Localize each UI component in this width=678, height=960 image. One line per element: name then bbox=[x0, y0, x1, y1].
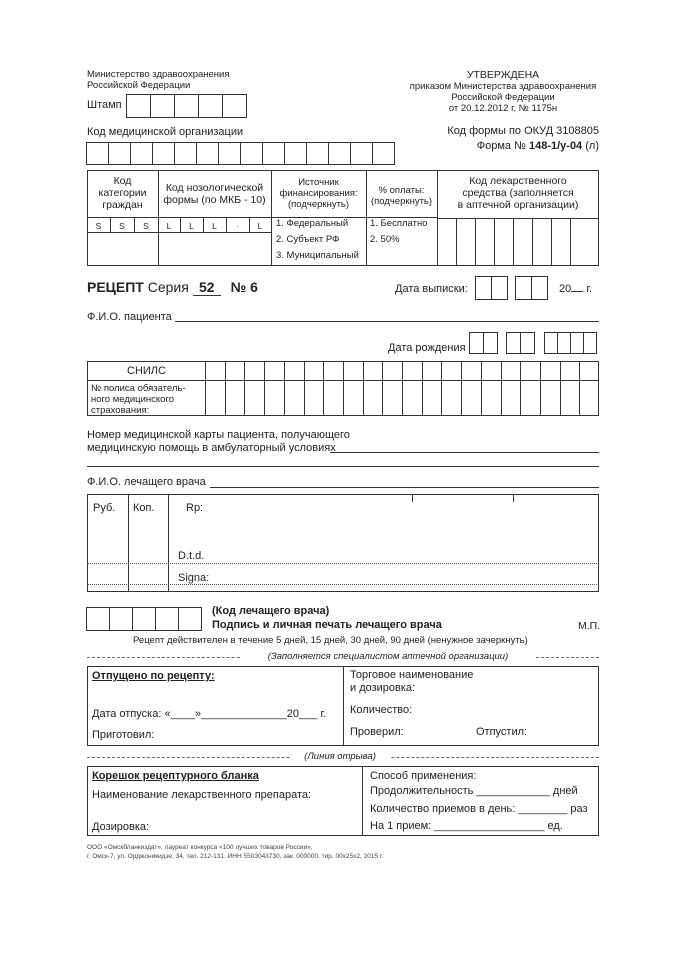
nosology-header: Код нозологической формы (по МКБ - 10) bbox=[163, 182, 266, 206]
med-card-field[interactable] bbox=[330, 452, 599, 453]
series-label: Серия bbox=[147, 279, 189, 295]
form-label: Форма № bbox=[476, 140, 526, 152]
approved-line-3: Российской Федерации bbox=[451, 92, 555, 103]
mkb-cell: · bbox=[236, 221, 239, 231]
dtd-label: D.t.d. bbox=[178, 550, 205, 562]
payment-free[interactable]: 1. Бесплатно bbox=[370, 218, 428, 229]
stub-drug-name-label: Наименование лекарственного препарата: bbox=[92, 789, 312, 801]
stub-method-label: Способ применения: bbox=[370, 770, 477, 782]
mkb-cell: L bbox=[166, 221, 172, 231]
snils-cell-divider bbox=[284, 361, 285, 416]
stamp-label: Штамп bbox=[87, 99, 122, 111]
snils-cell-divider bbox=[225, 361, 226, 416]
finance-source-header: Источник финансирования: (подчеркнуть) bbox=[279, 177, 358, 210]
dispensed-label: Отпущено по рецепту: bbox=[92, 670, 215, 682]
snils-cell-divider bbox=[304, 361, 305, 416]
snils-cell-divider bbox=[481, 361, 482, 416]
prescription-title bbox=[87, 279, 258, 296]
prepared-label: Приготовил: bbox=[92, 729, 155, 741]
snils-label: СНИЛС bbox=[127, 365, 166, 377]
birth-date-label: Дата рождения bbox=[388, 342, 466, 354]
snils-cell-divider bbox=[461, 361, 462, 416]
stub-per-dose-field[interactable]: На 1 прием: __________________ ед. bbox=[370, 820, 563, 832]
mkb-cell: L bbox=[212, 221, 217, 231]
form-number bbox=[400, 140, 599, 153]
snils-cell-divider bbox=[540, 361, 541, 416]
patient-name-label: Ф.И.О. пациента bbox=[87, 311, 172, 323]
category-cell: S bbox=[119, 221, 125, 231]
snils-cell-divider bbox=[264, 361, 265, 416]
series-value: 52 bbox=[193, 279, 221, 296]
year-suffix: г. bbox=[586, 283, 593, 295]
snils-cell-divider bbox=[343, 361, 344, 416]
rub-label: Руб. bbox=[93, 502, 116, 514]
issue-year bbox=[559, 283, 592, 296]
form-suffix: (л) bbox=[585, 140, 599, 152]
ministry-line-1: Министерство здравоохранения bbox=[87, 69, 230, 80]
approved-title: УТВЕРЖДЕНА bbox=[466, 69, 540, 81]
birth-month-cells[interactable] bbox=[507, 332, 535, 354]
snils-cell-divider bbox=[382, 361, 383, 416]
approved-line-4: от 20.12.2012 г. № 1175н bbox=[448, 103, 558, 114]
doctor-code-label: (Код лечащего врача) bbox=[212, 605, 330, 617]
category-cell: S bbox=[95, 221, 102, 231]
approval-block bbox=[393, 69, 613, 114]
stub-dosage-label: Дозировка: bbox=[92, 821, 150, 833]
stub-duration-field[interactable]: Продолжительность ____________ дней bbox=[370, 785, 578, 797]
issue-day-cells[interactable] bbox=[476, 276, 508, 300]
doctor-name-field[interactable] bbox=[210, 487, 599, 488]
pharmacy-divider: (Заполняется специалистом аптечной организации) bbox=[240, 651, 536, 662]
recipe-number: № 6 bbox=[230, 279, 258, 295]
payment-50[interactable]: 2. 50% bbox=[370, 234, 400, 245]
med-card-label: Номер медицинской карты пациента, получающего медицинскую помощь в амбулаторный условиях bbox=[87, 429, 350, 454]
printer-imprint bbox=[87, 843, 383, 861]
tear-line-label: (Линия отрыва) bbox=[290, 751, 390, 762]
patient-name-field[interactable] bbox=[175, 321, 599, 322]
rp-box bbox=[87, 494, 599, 592]
snils-cell-divider bbox=[402, 361, 403, 416]
policy-label: № полиса обязатель- ного медицинского страхования: bbox=[91, 383, 186, 416]
snils-cell-divider bbox=[441, 361, 442, 416]
recipe-label: РЕЦЕПТ bbox=[87, 279, 144, 295]
imprint-line-1: ООО «Омскбланкиздат», лауреат конкурса «100 лучших товаров России», bbox=[87, 844, 313, 851]
snils-cell-divider bbox=[560, 361, 561, 416]
snils-cell-divider bbox=[501, 361, 502, 416]
released-label: Отпустил: bbox=[476, 726, 528, 738]
issue-month-cells[interactable] bbox=[516, 276, 548, 300]
kop-label: Коп. bbox=[133, 502, 155, 514]
snils-cell-divider bbox=[363, 361, 364, 416]
signature-label: Подпись и личная печать лечащего врача bbox=[212, 619, 442, 631]
imprint-line-2: г. Омск-7, ул. Орджоникидзе, 34, тел. 212-131. ИНН 5503043730, зак. 000000, тир. 00х25х2, 2015 г. bbox=[87, 853, 384, 860]
stub-times-per-day-field[interactable]: Количество приемов в день: ________ раз bbox=[370, 803, 588, 815]
snils-cell-divider bbox=[520, 361, 521, 416]
stamp-place-label: М.П. bbox=[578, 620, 601, 632]
org-code-cells[interactable] bbox=[87, 142, 395, 165]
rp-label: Rp: bbox=[186, 502, 204, 514]
snils-cell-divider bbox=[323, 361, 324, 416]
checked-label: Проверил: bbox=[350, 726, 404, 738]
stamp-cells[interactable] bbox=[127, 94, 247, 118]
doctor-name-label: Ф.И.О. лечащего врача bbox=[87, 476, 206, 488]
payment-header: % оплаты: (подчеркнуть) bbox=[370, 185, 433, 207]
doctor-code-cells[interactable] bbox=[87, 607, 202, 631]
validity-note: Рецепт действителен в течение 5 дней, 15 дней, 30 дней, 90 дней (ненужное зачеркнуть) bbox=[133, 635, 528, 646]
snils-cell-divider bbox=[422, 361, 423, 416]
med-card-field-2[interactable] bbox=[87, 466, 599, 467]
year-prefix: 20 bbox=[559, 283, 572, 295]
snils-cell-divider bbox=[244, 361, 245, 416]
quantity-label: Количество: bbox=[350, 704, 413, 716]
mkb-cell: L bbox=[257, 221, 263, 231]
ministry-line-2: Российской Федерации bbox=[87, 80, 191, 91]
snils-cell-divider bbox=[579, 361, 580, 416]
finance-municipal[interactable]: 3. Муниципальный bbox=[276, 250, 359, 261]
stub-title: Корешок рецептурного бланка bbox=[92, 770, 259, 782]
trade-name-label: Торговое наименование и дозировка: bbox=[350, 669, 474, 694]
approved-line-2: приказом Министерства здравоохранения bbox=[409, 81, 597, 92]
form-number-value: 148-1/у-04 bbox=[528, 140, 583, 152]
org-code-label: Код медицинской организации bbox=[87, 126, 244, 138]
finance-federal[interactable]: 1. Федеральный bbox=[276, 218, 349, 229]
dispense-date-field[interactable]: Дата отпуска: «____»______________20___ г. bbox=[92, 708, 327, 720]
okud-code: Код формы по ОКУД 3108805 bbox=[447, 125, 599, 137]
ministry-name bbox=[87, 69, 230, 91]
citizen-category-header: Код категории граждан bbox=[98, 175, 147, 211]
drug-code-header: Код лекарственного средства (заполняется в аптечной организации) bbox=[457, 175, 579, 211]
birth-day-cells[interactable] bbox=[470, 332, 498, 354]
birth-year-cells[interactable] bbox=[545, 332, 597, 354]
issue-date-label: Дата выписки: bbox=[395, 283, 468, 295]
finance-subject[interactable]: 2. Субъект РФ bbox=[276, 234, 340, 245]
category-cell: S bbox=[143, 221, 149, 231]
mkb-cell: L bbox=[189, 221, 194, 231]
signa-label: Signa: bbox=[178, 572, 210, 584]
